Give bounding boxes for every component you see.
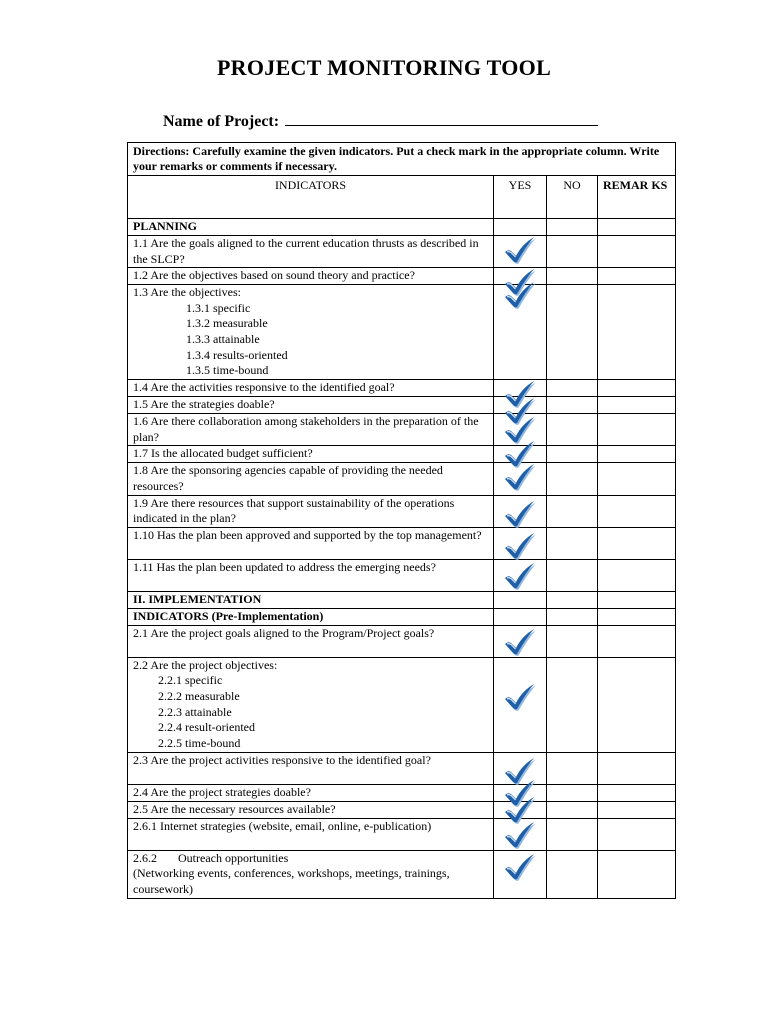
indicator-1-7: 1.7 Is the allocated budget sufficient? bbox=[128, 446, 494, 463]
project-name-row bbox=[163, 111, 598, 131]
check-mark-icon bbox=[502, 853, 536, 881]
yes-cell[interactable] bbox=[494, 559, 547, 591]
remarks-cell[interactable] bbox=[598, 380, 676, 397]
table-row bbox=[128, 784, 676, 801]
remarks-cell[interactable] bbox=[598, 801, 676, 818]
table-row bbox=[128, 285, 676, 380]
no-cell[interactable] bbox=[547, 559, 598, 591]
table-row bbox=[128, 527, 676, 559]
remarks-cell[interactable] bbox=[598, 446, 676, 463]
no-cell[interactable] bbox=[547, 414, 598, 446]
yes-cell[interactable] bbox=[494, 285, 547, 380]
check-mark-icon bbox=[502, 628, 536, 656]
indicator-1-3-1: 1.3.1 specific bbox=[186, 300, 251, 315]
table-row bbox=[128, 801, 676, 818]
indicator-2-6-1: 2.6.1 Internet strategies (website, email, online, e-publication) bbox=[128, 818, 494, 850]
section-row bbox=[128, 219, 676, 236]
remarks-cell[interactable] bbox=[598, 625, 676, 657]
table-row bbox=[128, 414, 676, 446]
section-planning: PLANNING bbox=[128, 219, 494, 236]
monitoring-table bbox=[127, 142, 676, 899]
no-cell[interactable] bbox=[547, 495, 598, 527]
section-implementation: II. IMPLEMENTATION bbox=[128, 591, 494, 608]
indicator-1-3-5: 1.3.5 time-bound bbox=[186, 363, 269, 378]
table-row bbox=[128, 559, 676, 591]
check-mark-icon bbox=[502, 562, 536, 590]
indicator-1-4: 1.4 Are the activities responsive to the identified goal? bbox=[128, 380, 494, 397]
remarks-cell[interactable] bbox=[598, 268, 676, 285]
indicator-1-11: 1.11 Has the plan been updated to address the emerging needs? bbox=[128, 559, 494, 591]
remarks-cell[interactable] bbox=[598, 752, 676, 784]
no-cell[interactable] bbox=[547, 527, 598, 559]
check-mark-icon bbox=[502, 500, 536, 528]
yes-cell[interactable] bbox=[494, 219, 547, 236]
remarks-cell[interactable] bbox=[598, 591, 676, 608]
project-name-label: Name of Project: bbox=[163, 113, 280, 130]
yes-cell[interactable] bbox=[494, 380, 547, 397]
yes-cell[interactable] bbox=[494, 625, 547, 657]
no-cell[interactable] bbox=[547, 801, 598, 818]
no-cell[interactable] bbox=[547, 219, 598, 236]
no-cell[interactable] bbox=[547, 380, 598, 397]
table-row bbox=[128, 657, 676, 752]
check-mark-icon bbox=[502, 796, 536, 824]
remarks-cell[interactable] bbox=[598, 463, 676, 495]
indicator-1-3-4: 1.3.4 results-oriented bbox=[186, 347, 288, 362]
indicator-2-3: 2.3 Are the project activities responsive to the identified goal? bbox=[128, 752, 494, 784]
no-cell[interactable] bbox=[547, 397, 598, 414]
yes-cell[interactable] bbox=[494, 397, 547, 414]
indicator-2-6-2-title: 2.6.2 Outreach opportunities bbox=[133, 850, 289, 865]
check-mark-icon bbox=[502, 236, 536, 264]
check-mark-icon bbox=[502, 463, 536, 491]
check-mark-icon bbox=[502, 281, 536, 309]
header-indicators: INDICATORS bbox=[128, 176, 494, 219]
header-yes: YES bbox=[494, 176, 547, 219]
indicator-1-2: 1.2 Are the objectives based on sound theory and practice? bbox=[128, 268, 494, 285]
table-row bbox=[128, 397, 676, 414]
indicator-1-1: 1.1 Are the goals aligned to the current education thrusts as described in the SLCP? bbox=[128, 236, 494, 268]
check-mark-icon bbox=[502, 821, 536, 849]
indicator-2-1: 2.1 Are the project goals aligned to the Program/Project goals? bbox=[128, 625, 494, 657]
no-cell[interactable] bbox=[547, 608, 598, 625]
indicator-1-8: 1.8 Are the sponsoring agencies capable of providing the needed resources? bbox=[128, 463, 494, 495]
indicator-2-4: 2.4 Are the project strategies doable? bbox=[128, 784, 494, 801]
no-cell[interactable] bbox=[547, 752, 598, 784]
no-cell[interactable] bbox=[547, 784, 598, 801]
yes-cell[interactable] bbox=[494, 591, 547, 608]
remarks-cell[interactable] bbox=[598, 495, 676, 527]
remarks-cell[interactable] bbox=[598, 818, 676, 850]
remarks-cell[interactable] bbox=[598, 850, 676, 898]
project-name-field[interactable] bbox=[285, 111, 598, 126]
no-cell[interactable] bbox=[547, 236, 598, 268]
table-row bbox=[128, 850, 676, 898]
no-cell[interactable] bbox=[547, 657, 598, 752]
remarks-cell[interactable] bbox=[598, 285, 676, 380]
indicator-1-9: 1.9 Are there resources that support sustainability of the operations indicated in the plan? bbox=[128, 495, 494, 527]
table-row bbox=[128, 463, 676, 495]
yes-cell[interactable] bbox=[494, 850, 547, 898]
directions-row bbox=[128, 143, 676, 176]
indicator-2-2-2: 2.2.2 measurable bbox=[158, 688, 240, 703]
table-row bbox=[128, 818, 676, 850]
remarks-cell[interactable] bbox=[598, 527, 676, 559]
section-pre-implementation: INDICATORS (Pre-Implementation) bbox=[128, 608, 494, 625]
indicator-1-5: 1.5 Are the strategies doable? bbox=[128, 397, 494, 414]
remarks-cell[interactable] bbox=[598, 559, 676, 591]
header-no: NO bbox=[547, 176, 598, 219]
section-row bbox=[128, 608, 676, 625]
indicator-2-6-2-detail: (Networking events, conferences, workshops, meetings, trainings, coursework) bbox=[133, 866, 450, 896]
yes-cell[interactable] bbox=[494, 446, 547, 463]
yes-cell[interactable] bbox=[494, 527, 547, 559]
indicator-2-2-label: 2.2 Are the project objectives: bbox=[133, 657, 278, 672]
no-cell[interactable] bbox=[547, 850, 598, 898]
table-row bbox=[128, 495, 676, 527]
remarks-cell[interactable] bbox=[598, 219, 676, 236]
yes-cell[interactable] bbox=[494, 608, 547, 625]
table-row bbox=[128, 380, 676, 397]
indicator-2-2-3: 2.2.3 attainable bbox=[158, 704, 232, 719]
no-cell[interactable] bbox=[547, 285, 598, 380]
remarks-cell[interactable] bbox=[598, 397, 676, 414]
yes-cell[interactable] bbox=[494, 463, 547, 495]
remarks-cell[interactable] bbox=[598, 784, 676, 801]
no-cell[interactable] bbox=[547, 268, 598, 285]
table-row bbox=[128, 625, 676, 657]
remarks-cell[interactable] bbox=[598, 657, 676, 752]
table-row bbox=[128, 752, 676, 784]
header-remarks: REMAR KS bbox=[598, 176, 676, 219]
indicator-2-2-5: 2.2.5 time-bound bbox=[158, 735, 241, 750]
yes-cell[interactable] bbox=[494, 818, 547, 850]
indicator-1-6: 1.6 Are there collaboration among stakeholders in the preparation of the plan? bbox=[128, 414, 494, 446]
indicator-1-3-3: 1.3.3 attainable bbox=[186, 331, 260, 346]
indicator-1-10: 1.10 Has the plan been approved and supported by the top management? bbox=[128, 527, 494, 559]
no-cell[interactable] bbox=[547, 463, 598, 495]
indicator-1-3-label: 1.3 Are the objectives: bbox=[133, 285, 241, 300]
no-cell[interactable] bbox=[547, 591, 598, 608]
check-mark-icon bbox=[502, 532, 536, 560]
table-row bbox=[128, 268, 676, 285]
table-row bbox=[128, 446, 676, 463]
directions-text: Directions: Carefully examine the given indicators. Put a check mark in the appropriate column. Write your remarks or comments if necessary. bbox=[128, 143, 676, 176]
indicator-1-3-2: 1.3.2 measurable bbox=[186, 316, 268, 331]
remarks-cell[interactable] bbox=[598, 608, 676, 625]
indicator-2-6-2 bbox=[128, 850, 494, 898]
header-row bbox=[128, 176, 676, 219]
no-cell[interactable] bbox=[547, 818, 598, 850]
page-title: PROJECT MONITORING TOOL bbox=[216, 55, 552, 80]
indicator-2-2-4: 2.2.4 result-oriented bbox=[158, 720, 255, 735]
yes-cell[interactable] bbox=[494, 495, 547, 527]
indicator-2-5: 2.5 Are the necessary resources available? bbox=[128, 801, 494, 818]
yes-cell[interactable] bbox=[494, 801, 547, 818]
yes-cell[interactable] bbox=[494, 657, 547, 752]
remarks-cell[interactable] bbox=[598, 414, 676, 446]
table-row bbox=[128, 236, 676, 268]
no-cell[interactable] bbox=[547, 625, 598, 657]
section-row bbox=[128, 591, 676, 608]
remarks-cell[interactable] bbox=[598, 236, 676, 268]
indicator-2-2 bbox=[128, 657, 494, 752]
check-mark-icon bbox=[502, 683, 536, 711]
indicator-1-3 bbox=[128, 285, 494, 380]
indicator-2-2-1: 2.2.1 specific bbox=[158, 673, 223, 688]
yes-cell[interactable] bbox=[494, 236, 547, 268]
no-cell[interactable] bbox=[547, 446, 598, 463]
